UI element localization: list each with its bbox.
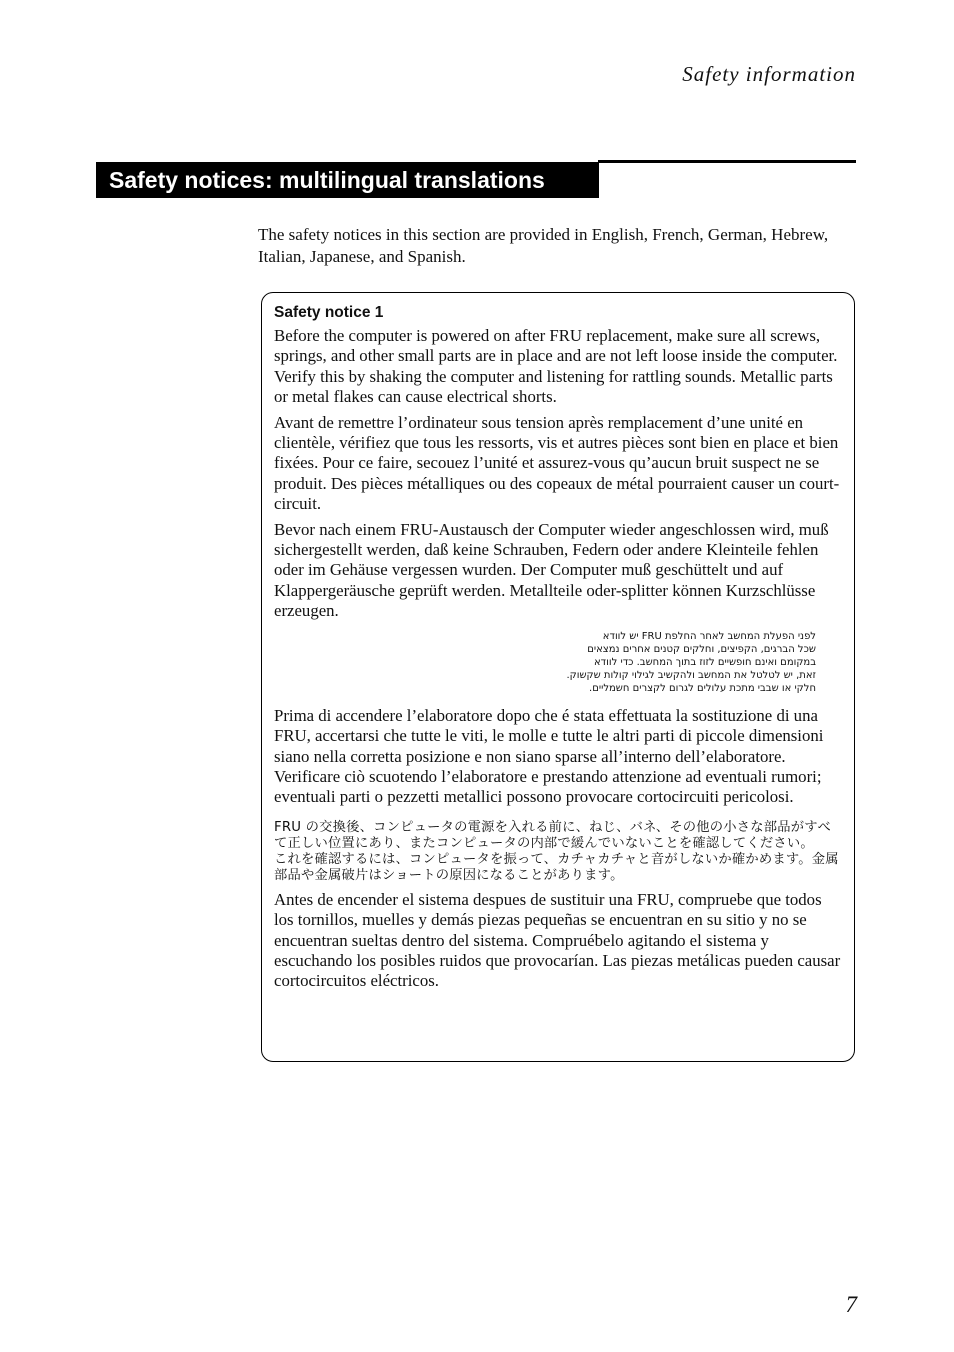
intro-paragraph: The safety notices in this section are provided in English, French, German, Hebrew, Italian, Japanese, and Spanish. [258,225,829,266]
japanese-paragraph: これを確認するには、コンピュータを振って、カチャカチャと音がしないか確かめます。金属部品や金属破片はショートの原因になることがあります。 [274,851,839,883]
notice-title: Safety notice 1 [274,304,384,321]
hebrew-line: חלקי או שבבי מתכת עלולים לגרום לקצרים חשמליים. [589,682,816,694]
notice-japanese [274,820,844,884]
hebrew-line: לפני הפעלת המחשב לאחר החלפת FRU יש לוודא [602,630,816,642]
running-header: Safety information [682,62,856,86]
notice-english: Before the computer is powered on after FRU replacement, make sure all screws, springs, and other small parts are in place and are not left loose inside the computer. Verify this by shaking the computer and listening for rattling sounds. Metallic parts or metal flakes can cause electrical shorts. [274,326,838,407]
header-rule [598,160,856,163]
notice-italian: Prima di accendere l’elaboratore dopo che é stata effettuata la sostituzione di una FRU, accertarsi che tutte le viti, le molle e tutte le altri parti di piccole dimensioni siano nella corretta posizione e non siano sparse all’interno dell’elaboratore. Verificare ciò scuotendo l’elaboratore e prestando attenzione ad eventuali rumori; eventuali parti o pezzetti metallici possono provocare cortocircuiti pericolosi. [274,705,824,807]
notice-hebrew [274,630,844,695]
notice-spanish: Antes de encender el sistema despues de sustituir una FRU, compruebe que todos los tornillos, muelles y demás piezas pequeñas se encuentran en su sitio y no se encuentran sueltas dentro del sistema. Compruébelo agitando el sistema y escuchando los posibles ruidos que provocarían. Las piezas metálicas pueden causar cortocircuitos eléctricos. [274,889,841,991]
hebrew-line: זאת, יש לטלטל את המחשב ולהקשיב לגילוי קולות שקשוק. [566,669,816,681]
section-title: Safety notices: multilingual translations [96,162,599,198]
notice-german: Bevor nach einem FRU-Austausch der Computer wieder angeschlossen wird, muß sichergestellt werden, daß keine Schrauben, Federn oder andere Kleinteile fehlen oder im Gehäuse vergessen wurden. Der Computer muß geschüttelt und auf Klappergeräusche geprüft werden. Metallteile oder-splitter können Kurzschlüsse erzeugen. [274,519,829,621]
safety-notice-content [274,302,844,997]
hebrew-line: במקומם ואינם חופשיים לזוז בתוך המחשב. כדי לוודא [594,656,816,668]
hebrew-line: שכל הברגים, הקפיצים, וחלקים קטנים אחרים נמצאים [587,643,816,655]
notice-french: Avant de remettre l’ordinateur sous tension après remplacement d’une unité en clientèle, vérifiez que tous les ressorts, vis et autres pièces sont bien en place et bien fixées. Pour ce faire, secouez l’unité et assurez-vous qu’aucun bruit suspect ne se produit. Des pièces métalliques ou des copeaux de métal pourraient causer un court-circuit. [274,412,840,514]
japanese-paragraph: FRU の交換後、コンピュータの電源を入れる前に、ねじ、バネ、その他の小さな部品がすべて正しい位置にあり、またコンピュータの内部で緩んでいないことを確認してください。 [274,819,831,851]
safety-notice-box [261,292,855,1062]
page-number: 7 [845,1292,857,1317]
